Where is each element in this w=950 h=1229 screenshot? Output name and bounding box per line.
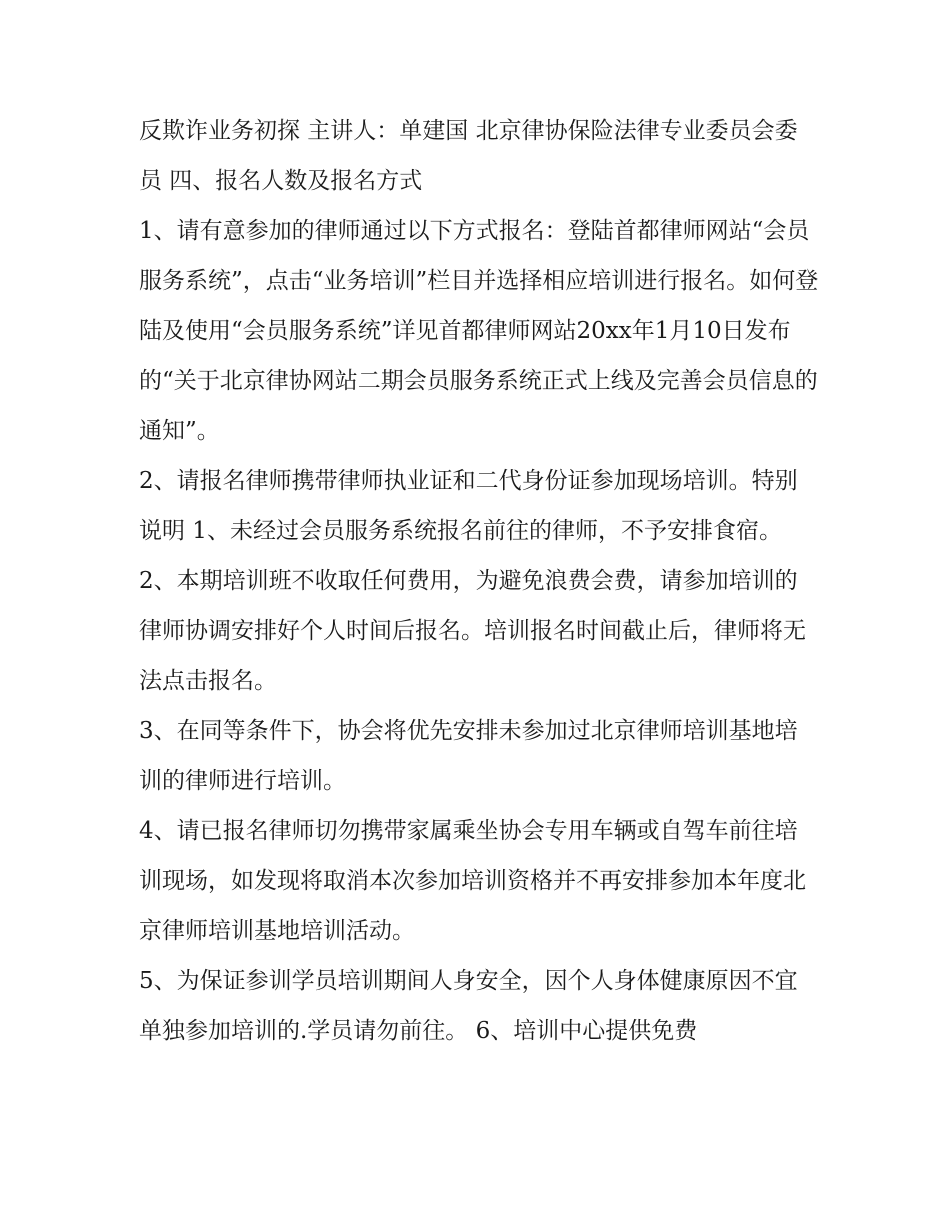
document-body: [139, 106, 819, 1056]
paragraph-item-2: 2、请报名律师携带律师执业证和二代身份证参加现场培训。特别说明 1、未经过会员服务系统报名前往的律师，不予安排食宿。: [139, 468, 798, 544]
paragraph-item-1: 1、请有意参加的律师通过以下方式报名：登陆首都律师网站“会员服务系统”，点击“业务培训”栏目并选择相应培训进行报名。如何登陆及使用“会员服务系统”详见首都律师网站20xx年1月10日发布的“关于北京律协网站二期会员服务系统正式上线及完善会员信息的通知”。: [139, 218, 819, 444]
paragraph-note-4: 4、请已报名律师切勿携带家属乘坐协会专用车辆或自驾车前往培训现场，如发现将取消本次参加培训资格并不再安排参加本年度北京律师培训基地培训活动。: [139, 818, 806, 944]
paragraph-note-5: 5、为保证参训学员培训期间人身安全，因个人身体健康原因不宜单独参加培训的.学员请勿前往。 6、培训中心提供免费: [139, 968, 798, 1044]
paragraph-note-2: 2、本期培训班不收取任何费用，为避免浪费会费，请参加培训的律师协调安排好个人时间后报名。培训报名时间截止后，律师将无法点击报名。: [139, 568, 806, 694]
paragraph-intro: 反欺诈业务初探 主讲人：单建国 北京律协保险法律专业委员会委员 四、报名人数及报名方式: [139, 118, 798, 194]
paragraph-note-3: 3、在同等条件下，协会将优先安排未参加过北京律师培训基地培训的律师进行培训。: [139, 718, 798, 794]
